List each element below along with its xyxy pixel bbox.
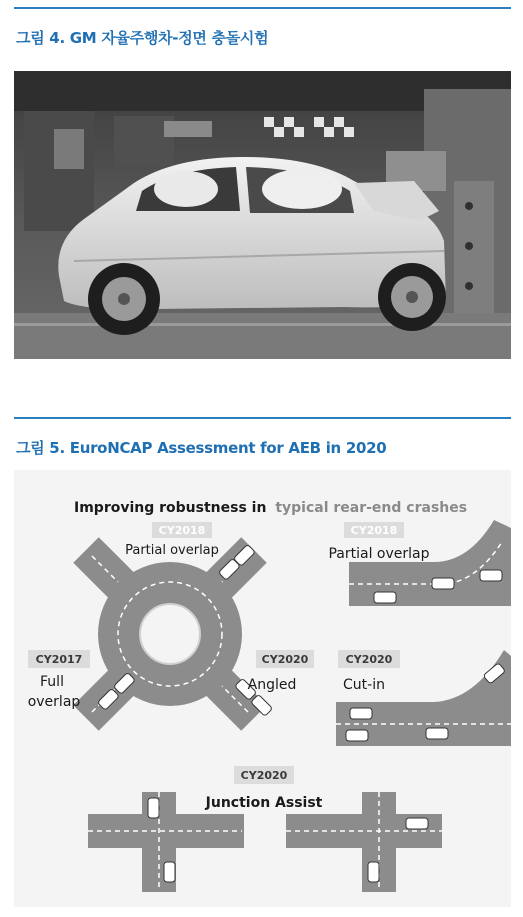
svg-text:Improving robustness in ty bbox=[74, 500, 467, 516]
figure5-caption: 그림 5. EuroNCAP Assessment for AEB in 2020 bbox=[16, 439, 387, 457]
junction-label: Junction Assist bbox=[205, 795, 323, 811]
roundabout-right-label: Angled bbox=[247, 677, 297, 693]
diagram-heading-accent: typical rear-end crashes bbox=[275, 500, 468, 516]
roundabout-left-year: CY2017 bbox=[35, 653, 83, 666]
roundabout-right-year: CY2020 bbox=[261, 653, 309, 666]
curve-top-label: Partial overlap bbox=[328, 546, 430, 562]
curve-top-year: CY2018 bbox=[350, 524, 398, 537]
aeb-assessment-diagram bbox=[14, 470, 511, 907]
figure5-top-rule bbox=[14, 417, 511, 419]
roundabout-top-label: Partial overlap bbox=[125, 543, 219, 558]
curve-bottom-label: Cut-in bbox=[343, 677, 385, 693]
roundabout-left-label-1: Full bbox=[40, 674, 64, 690]
crash-test-photo bbox=[14, 71, 511, 359]
junction-year: CY2020 bbox=[240, 769, 288, 782]
diagram-heading-main: Improving robustness in bbox=[74, 500, 267, 516]
figure4-top-rule bbox=[14, 7, 511, 9]
curve-bottom-year: CY2020 bbox=[345, 653, 393, 666]
roundabout-top-year: CY2018 bbox=[158, 524, 206, 537]
figure4-caption: 그림 4. GM 자율주행차-정면 충돌시험 bbox=[16, 29, 269, 47]
roundabout-left-label-2: overlap bbox=[27, 694, 81, 710]
